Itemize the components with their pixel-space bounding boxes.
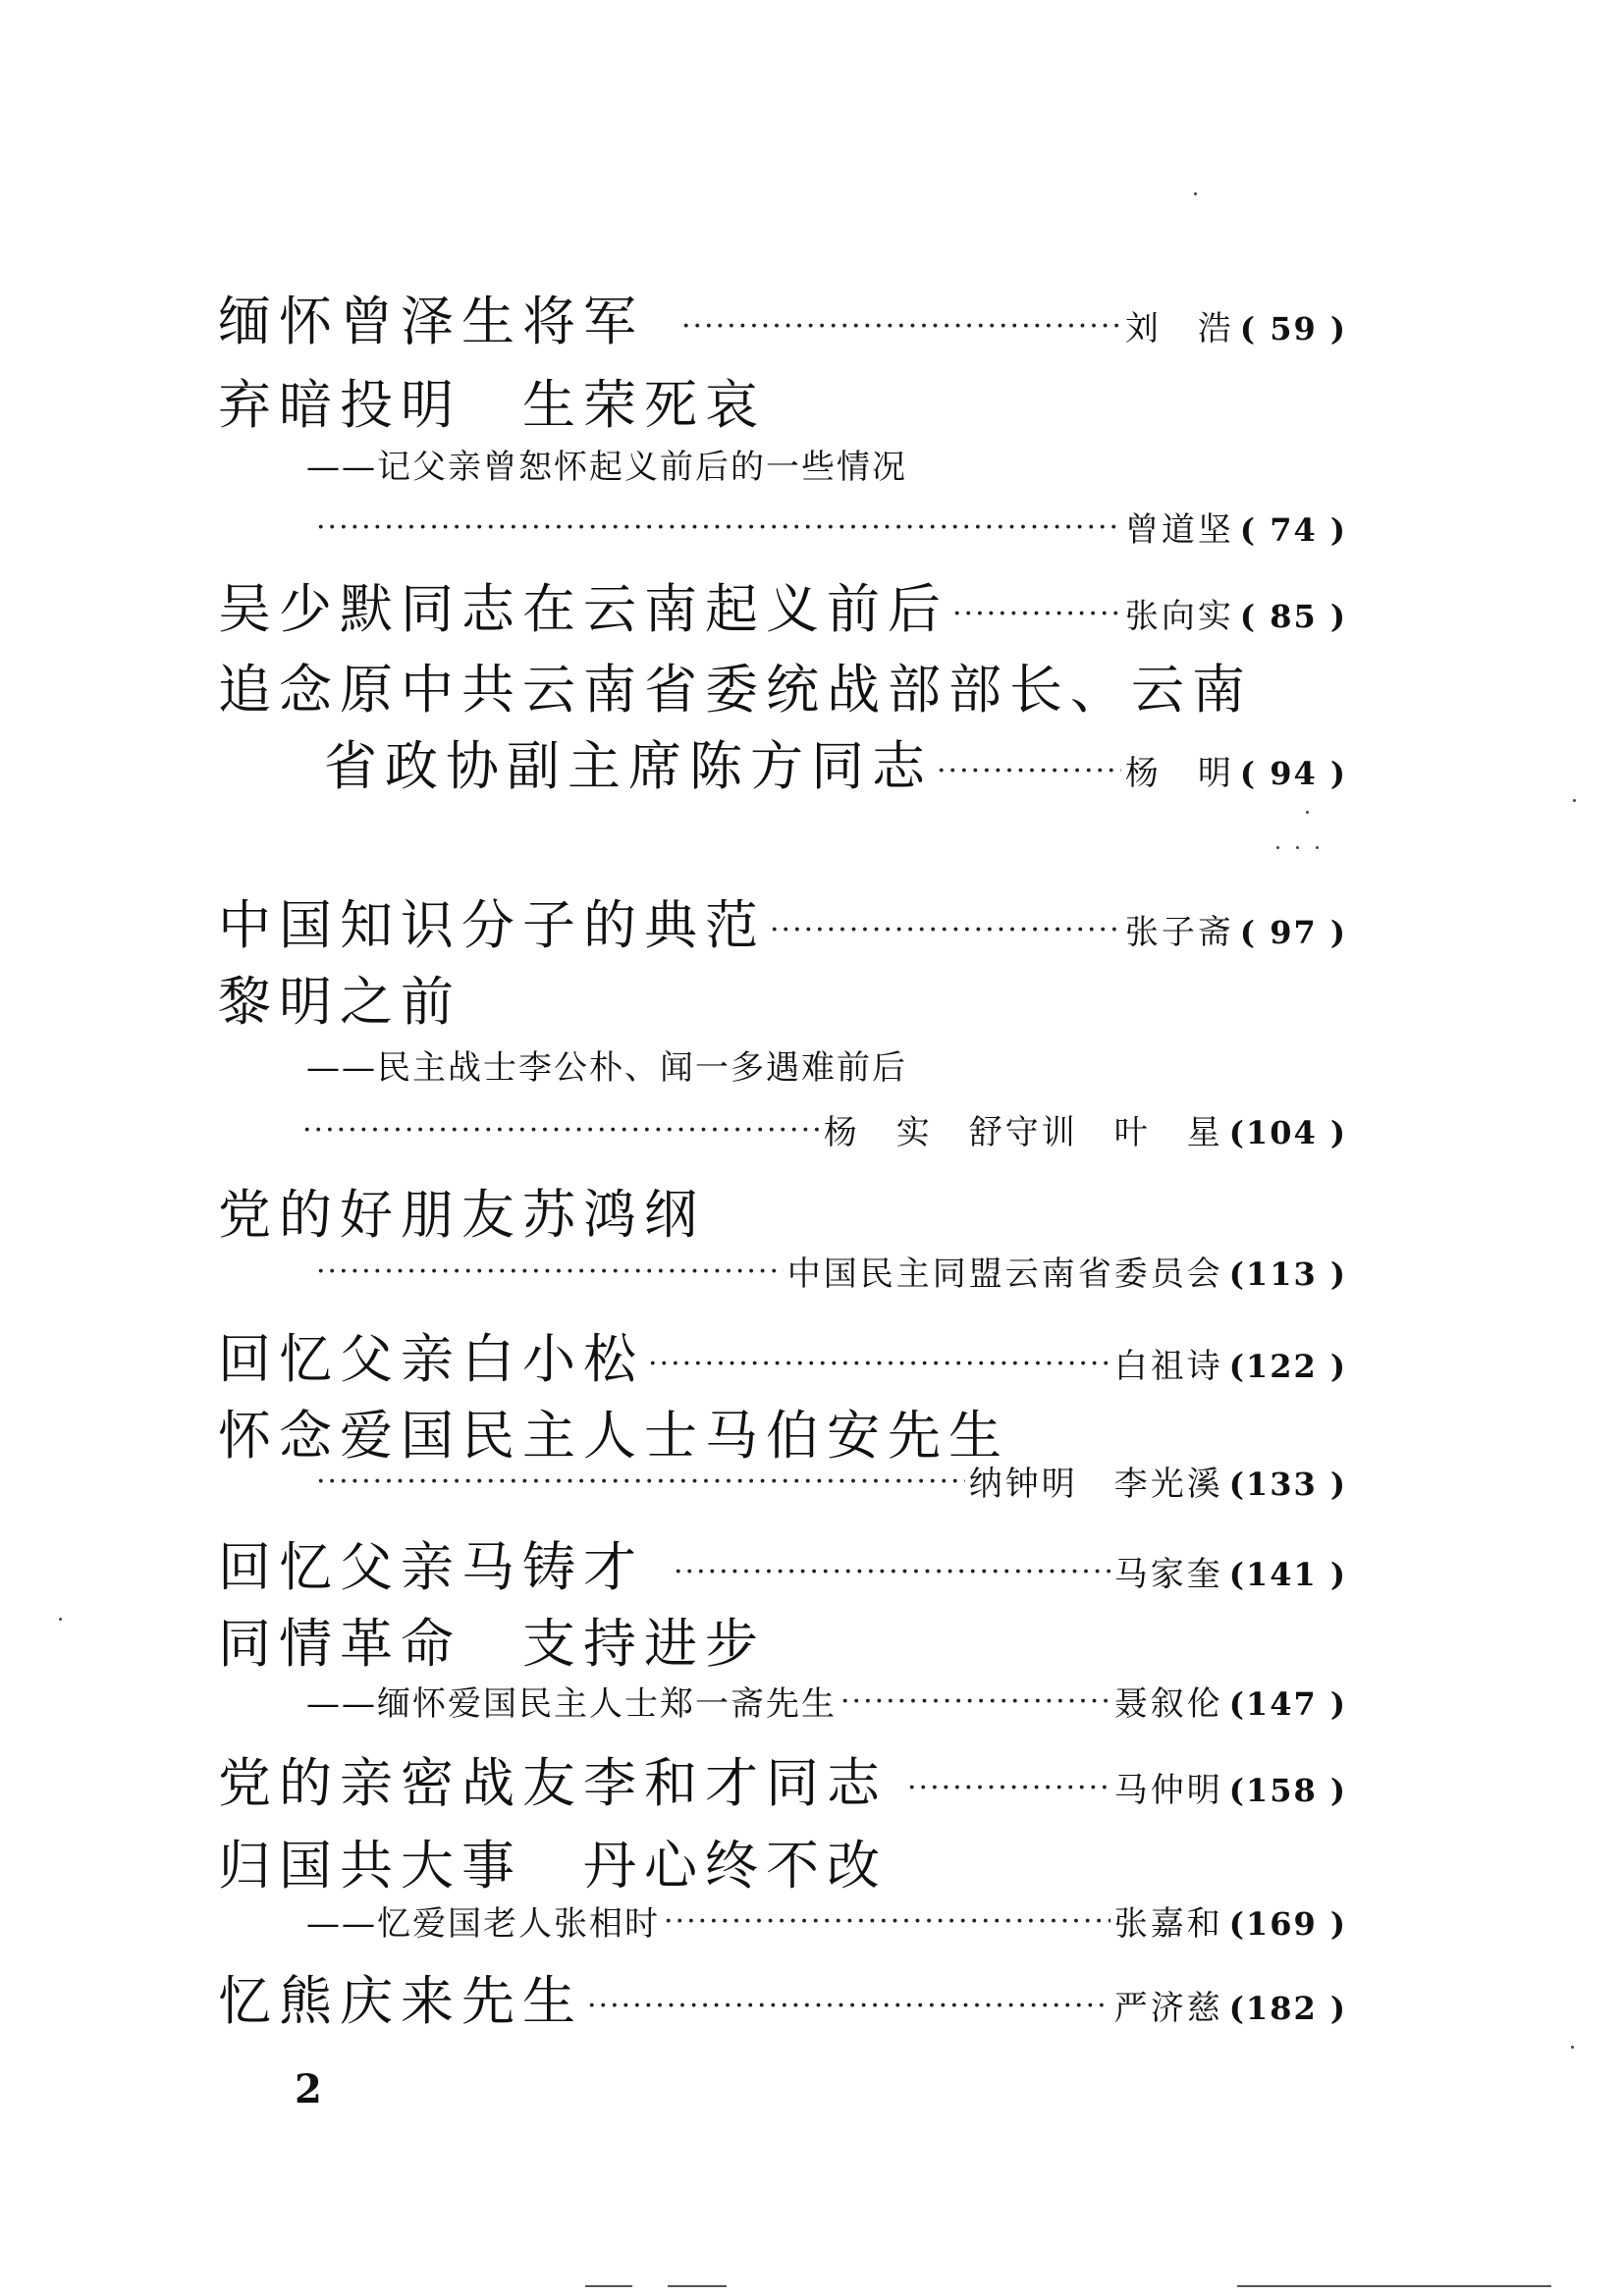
entry-page: ( 94 ) (1239, 755, 1347, 792)
entry-page: ( 85 ) (1239, 598, 1347, 635)
entry-author: 聂叙伦 (1113, 1684, 1223, 1724)
entry-author: 白祖诗 (1113, 1347, 1223, 1386)
entry-author: 张嘉和 (1113, 1904, 1223, 1944)
entry-author: 中国民主同盟云南省委员会 (786, 1255, 1223, 1294)
entry-title: 弃暗投明 生荣死哀 (218, 374, 766, 436)
entry-author: 马仲明 (1113, 1771, 1223, 1810)
scan-speck (1194, 192, 1197, 195)
dot-leader (316, 1465, 965, 1499)
toc-entry[interactable] (0, 280, 1624, 355)
toc-entry[interactable] (0, 1457, 1624, 1505)
entry-page: ( 59 ) (1239, 310, 1347, 347)
dot-leader (681, 309, 1121, 344)
entry-author: 张向实 (1124, 597, 1234, 636)
dot-leader (840, 1684, 1110, 1719)
scan-speck (1296, 846, 1299, 849)
entry-page: (133 ) (1228, 1466, 1347, 1503)
toc-entry[interactable] (0, 1247, 1624, 1295)
entry-page: (147 ) (1228, 1685, 1347, 1723)
dot-leader (316, 1255, 784, 1289)
entry-author: 张子斋 (1124, 913, 1234, 952)
toc-entry[interactable] (0, 1741, 1624, 1817)
entry-subtitle: ——记父亲曾恕怀起义前后的一些情况 (306, 448, 907, 487)
toc-entry[interactable] (0, 724, 1624, 800)
dot-leader (648, 1347, 1110, 1381)
entry-page: (141 ) (1228, 1556, 1347, 1593)
toc-entry[interactable] (0, 1525, 1624, 1601)
entry-title: 中国知识分子的典范 (218, 894, 766, 956)
scan-speck (59, 1618, 62, 1621)
entry-author: 杨 实 舒守训 叶 星 (823, 1113, 1223, 1152)
dot-leader (770, 913, 1121, 947)
entry-title: 回忆父亲白小松 (218, 1328, 644, 1390)
toc-entry[interactable] (0, 363, 1624, 439)
entry-title: 追念原中共云南省委统战部部长、云南 (218, 659, 1253, 721)
entry-author: 刘 浩 (1124, 309, 1234, 348)
toc-entry[interactable] (0, 1317, 1624, 1393)
entry-page: (122 ) (1228, 1348, 1347, 1385)
entry-page: ( 74 ) (1239, 511, 1347, 549)
entry-page: (169 ) (1228, 1905, 1347, 1943)
toc-entry[interactable] (0, 1105, 1624, 1153)
toc-entry[interactable] (0, 960, 1624, 1036)
entry-author: 纳钟明 李光溪 (968, 1465, 1223, 1504)
entry-page: (182 ) (1228, 1990, 1347, 2027)
toc-entry[interactable] (0, 1896, 1624, 1945)
entry-page: ( 97 ) (1239, 914, 1347, 951)
scan-mark (668, 2285, 727, 2287)
scan-speck (1573, 799, 1576, 802)
dot-leader (937, 754, 1121, 788)
entry-subtitle: ——忆爱国老人张相时 (306, 1904, 660, 1944)
toc-entry-subtitle (0, 1041, 1624, 1089)
entry-title: 党的好朋友苏鸿纲 (218, 1184, 705, 1246)
toc-entry[interactable] (0, 1602, 1624, 1678)
scan-speck (1571, 2046, 1574, 2049)
entry-page: (113 ) (1228, 1255, 1347, 1293)
entry-title: 归国共大事 丹心终不改 (218, 1835, 888, 1896)
page-number: 2 (295, 2066, 322, 2112)
dot-leader (587, 1989, 1110, 2023)
toc-entry-subtitle (0, 440, 1624, 488)
toc-entry[interactable] (0, 883, 1624, 959)
entry-subtitle: ——缅怀爱国民主人士郑一斋先生 (306, 1684, 837, 1724)
entry-page: (104 ) (1228, 1114, 1347, 1151)
entry-author: 曾道坚 (1124, 510, 1234, 550)
scan-speck (1276, 846, 1279, 849)
toc-entry[interactable] (0, 503, 1624, 551)
entry-author: 杨 明 (1124, 754, 1234, 793)
toc-entry[interactable] (0, 567, 1624, 643)
entry-author: 马家奎 (1113, 1555, 1223, 1594)
entry-title: 同情革命 支持进步 (218, 1613, 766, 1675)
dot-leader (302, 1113, 820, 1148)
dot-leader (952, 597, 1121, 631)
scan-mark (585, 2285, 632, 2287)
toc-entry[interactable] (0, 1677, 1624, 1725)
entry-page: (158 ) (1228, 1772, 1347, 1809)
entry-title: 缅怀曾泽生将军 (218, 291, 644, 352)
scan-speck (1316, 846, 1319, 849)
entry-title: 吴少默同志在云南起义前后 (218, 578, 948, 640)
entry-title: 怀念爱国民主人士马伯安先生 (218, 1405, 1009, 1467)
entry-title: 忆熊庆来先生 (218, 1970, 583, 2032)
toc-entry[interactable] (0, 1959, 1624, 2035)
toc-entry[interactable] (0, 1824, 1624, 1899)
toc-entry[interactable] (0, 648, 1624, 723)
dot-leader (674, 1555, 1110, 1589)
scan-mark (1237, 2285, 1551, 2287)
dot-leader (664, 1904, 1110, 1939)
entry-title: 回忆父亲马铸才 (218, 1536, 644, 1598)
entry-author: 严济慈 (1113, 1989, 1223, 2028)
entry-title: 黎明之前 (218, 971, 461, 1033)
toc-entry[interactable] (0, 1173, 1624, 1249)
entry-title: 党的亲密战友李和才同志 (218, 1752, 888, 1814)
dot-leader (316, 510, 1121, 545)
entry-title: 省政协副主席陈方同志 (324, 735, 933, 797)
dot-leader (907, 1771, 1110, 1805)
entry-subtitle: ——民主战士李公朴、闻一多遇难前后 (306, 1048, 907, 1088)
scan-speck (1306, 811, 1309, 814)
